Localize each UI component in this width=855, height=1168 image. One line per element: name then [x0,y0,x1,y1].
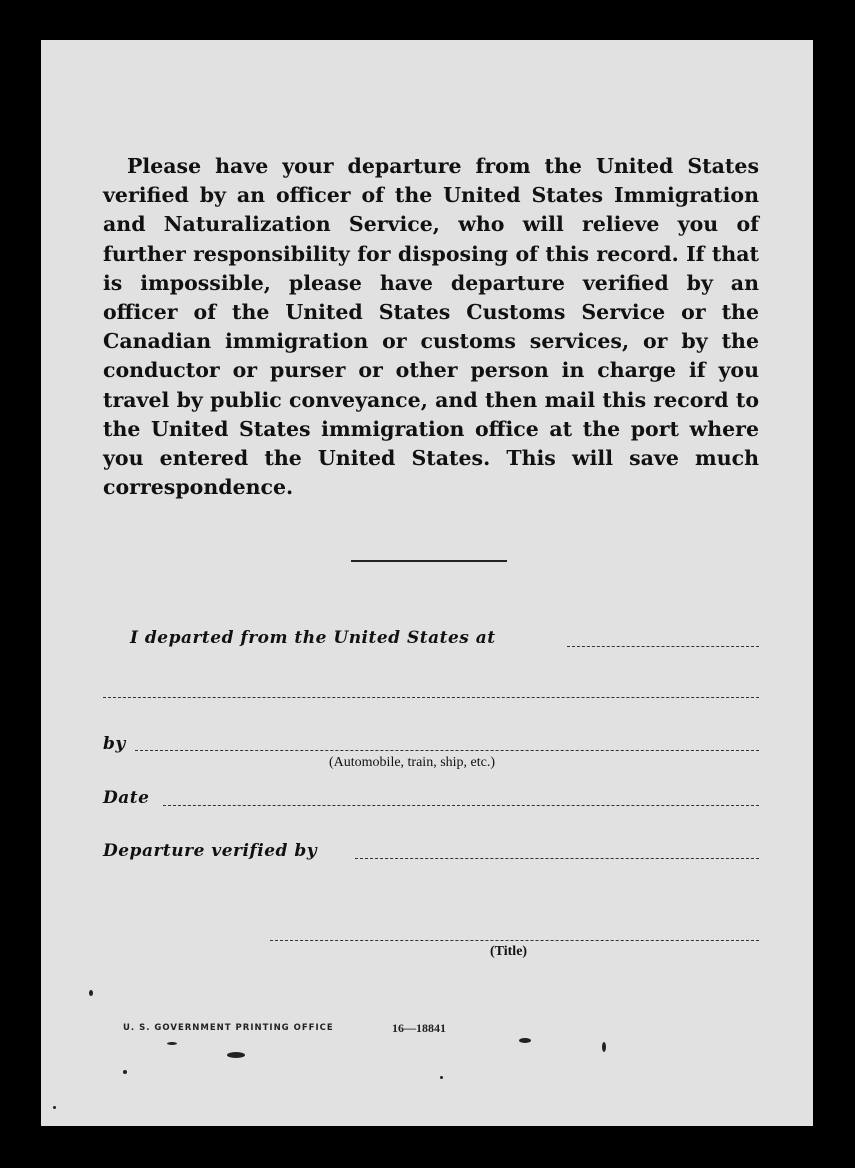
conveyance-caption: (Automobile, train, ship, etc.) [329,755,496,770]
section-divider [351,560,507,562]
form-code: 16—18841 [392,1021,446,1035]
form-page [41,40,813,1126]
departed-place-line[interactable] [567,646,759,647]
ink-spot [519,1038,531,1043]
ink-spot [602,1042,606,1052]
printer-imprint: U. S. GOVERNMENT PRINTING OFFICE [123,1023,334,1033]
ink-spot [53,1106,56,1109]
title-caption: (Title) [490,944,528,959]
verified-line[interactable] [355,858,759,859]
verified-label: Departure verified by [103,841,318,861]
date-line[interactable] [163,805,759,806]
date-label: Date [103,788,150,808]
instructions-paragraph: Please have your departure from the United States verified by an officer of the United States Immigration and Naturalization Service, who will relieve you of further responsibility for disposing of this record. If that is impossible, please have departure verified by an officer of the United States Customs Service or the Canadian immigration or customs services, or by the conductor or purser or other person in charge if you travel by public conveyance, and then mail this record to the United States immigration office at the port where you entered the United States. This will save much correspondence. [103,154,759,500]
ink-spot [89,990,93,996]
ink-spot [123,1070,127,1074]
ink-spot [440,1076,443,1079]
ink-spot [227,1052,245,1058]
conveyance-line[interactable] [135,750,759,751]
departed-place-line-2[interactable] [103,697,759,698]
departed-label: I departed from the United States at [130,628,496,648]
by-label: by [103,734,126,754]
ink-spot [167,1042,177,1045]
title-line[interactable] [270,940,759,941]
